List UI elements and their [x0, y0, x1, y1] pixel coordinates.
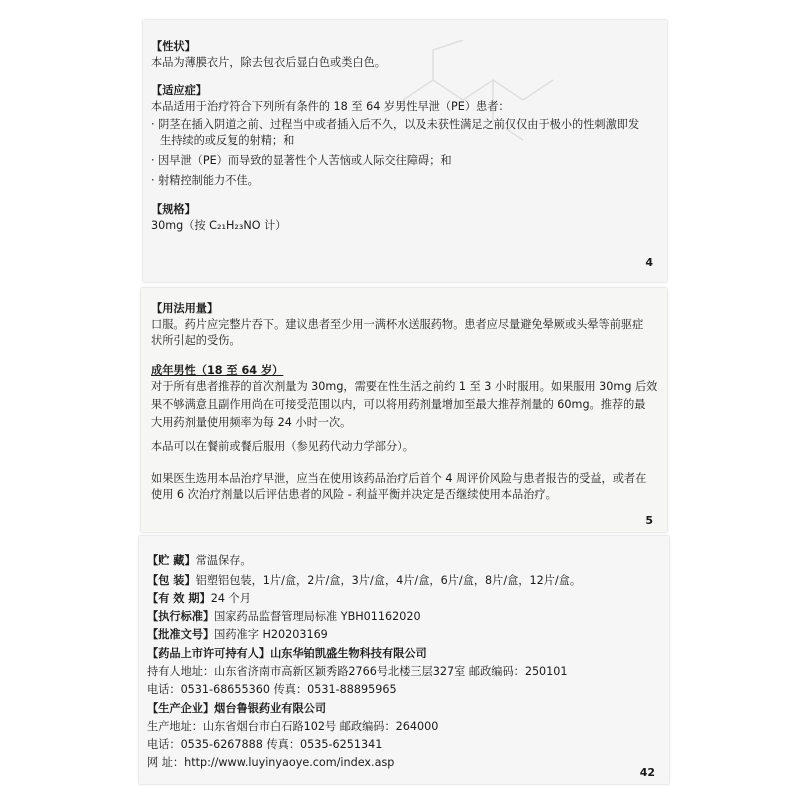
indication-condition-2: · 因早泄（PE）而导致的显著性个人苦恼或人际交往障碍；和 — [151, 154, 452, 167]
maker-value: 烟台鲁银药业有限公司 — [214, 702, 327, 715]
usage-line-2: 状所引起的受伤。 — [151, 334, 241, 347]
maker-label: 【生产企业】 — [147, 702, 215, 715]
description-text: 本品为薄膜衣片，除去包衣后显白色或类白色。 — [151, 56, 386, 69]
evaluation-line-1: 如果医生选用本品治疗早泄，应当在使用该药品治疗后首个 4 周评价风险与患者报告的受益，或者在 — [151, 472, 647, 485]
storage-value: 常温保存。 — [195, 554, 252, 567]
package-value: 铝塑铝包装，1片/盒，2片/盒，3片/盒，4片/盒，6片/盒，8片/盒，12片/盒。 — [195, 574, 582, 587]
package-row — [147, 574, 581, 588]
standard-value: 国家药品监督管理局标准 YBH01162020 — [214, 610, 421, 623]
storage-label: 【贮 藏】 — [147, 554, 196, 567]
leaflet-page-4 — [143, 20, 667, 282]
maker-row — [147, 702, 326, 716]
indications-intro: 本品适用于治疗符合下列所有条件的 18 至 64 岁男性早泄（PE）患者： — [151, 100, 510, 113]
page-number: 5 — [645, 514, 653, 527]
maker-phone: 电话：0535-6267888 传真：0535-6251341 — [147, 738, 383, 751]
specification-heading: 【规格】 — [151, 203, 196, 216]
holder-row — [147, 647, 427, 661]
indication-condition-1-line-1: · 阴茎在插入阴道之前、过程当中或者插入后不久，以及未获性满足之前仅仅由于极小的性刺激即发 — [151, 118, 640, 131]
holder-label: 【药品上市许可持有人】 — [147, 647, 271, 660]
maker-address: 生产地址：山东省烟台市白石路102号 邮政编码：264000 — [147, 720, 439, 733]
holder-address: 持有人地址：山东省济南市高新区颖秀路2766号北楼三层327室 邮政编码：250101 — [147, 665, 568, 678]
evaluation-line-2: 使用 6 次治疗剂量以后评估患者的风险 - 利益平衡并决定是否继续使用本品治疗。 — [151, 488, 557, 501]
approval-label: 【批准文号】 — [147, 628, 215, 641]
holder-value: 山东华铂凯盛生物科技有限公司 — [270, 647, 427, 660]
approval-row — [147, 628, 328, 642]
website: 网 址：http://www.luyinyaoye.com/index.asp — [147, 756, 395, 769]
usage-heading: 【用法用量】 — [151, 302, 219, 315]
adult-dosage-line-1: 对于所有患者推荐的首次剂量为 30mg，需要在性生活之前约 1 至 3 小时服用。如果服用 30mg 后效 — [151, 380, 658, 393]
adult-dosage-line-2: 果不够满意且副作用尚在可接受范围以内，可以将用药剂量增加至最大推荐剂量的 60mg。推荐的最 — [151, 398, 646, 411]
validity-row — [147, 592, 251, 606]
page-number: 42 — [639, 766, 655, 779]
description-heading: 【性状】 — [151, 40, 196, 53]
leaflet-page-42 — [139, 536, 669, 784]
adult-dosage-heading: 成年男性（18 至 64 岁） — [151, 364, 284, 377]
validity-label: 【有 效 期】 — [147, 592, 211, 605]
indication-condition-3: · 射精控制能力不佳。 — [151, 174, 259, 187]
food-intake-note: 本品可以在餐前或餐后服用（参见药代动力学部分）。 — [151, 440, 414, 453]
specification-text: 30mg（按 C₂₁H₂₃NO 计） — [151, 219, 287, 232]
adult-dosage-line-3: 大用药剂量使用频率为每 24 小时一次。 — [151, 416, 352, 429]
package-label: 【包 装】 — [147, 574, 196, 587]
page-number: 4 — [645, 256, 653, 269]
leaflet-page-5 — [141, 288, 667, 532]
standard-row — [147, 610, 421, 624]
holder-phone: 电话：0531-68655360 传真：0531-88895965 — [147, 683, 397, 696]
indication-condition-1-line-2: 生持续的或反复的射精；和 — [160, 134, 295, 147]
usage-line-1: 口服。药片应完整片吞下。建议患者至少用一满杯水送服药物。患者应尽量避免晕厥或头晕等前驱症 — [151, 318, 644, 331]
validity-value: 24 个月 — [210, 592, 251, 605]
storage-row — [147, 554, 252, 568]
indications-heading: 【适应症】 — [151, 84, 207, 97]
approval-value: 国药准字 H20203169 — [214, 628, 328, 641]
standard-label: 【执行标准】 — [147, 610, 215, 623]
